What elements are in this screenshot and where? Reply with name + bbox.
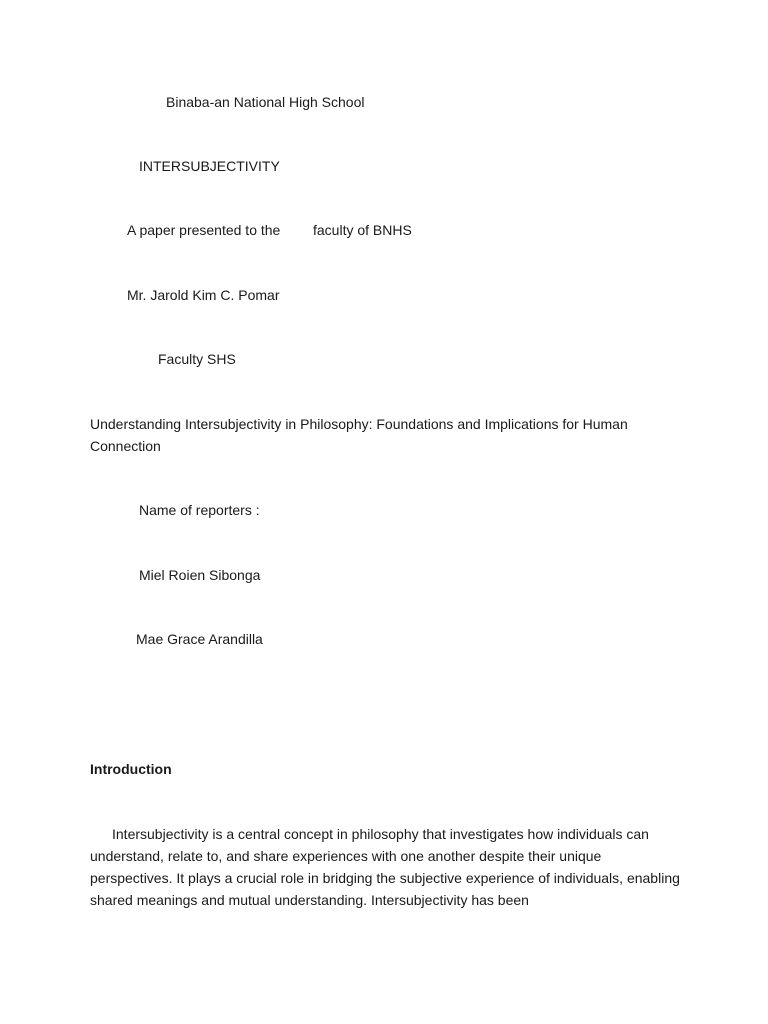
section-heading-introduction: Introduction xyxy=(90,761,172,777)
presented-to-faculty-text: faculty of BNHS xyxy=(313,222,412,238)
paper-heading: INTERSUBJECTIVITY xyxy=(139,158,280,174)
reporter-name: Miel Roien Sibonga xyxy=(139,567,261,583)
teacher-name: Mr. Jarold Kim C. Pomar xyxy=(127,287,280,303)
reporter-name: Mae Grace Arandilla xyxy=(136,631,263,647)
intro-paragraph xyxy=(90,823,682,911)
paper-title: Understanding Intersubjectivity in Philosophy: Foundations and Implications for Human Connection xyxy=(90,416,628,454)
school-name: Binaba-an National High School xyxy=(166,94,365,110)
reporters-label: Name of reporters : xyxy=(139,502,260,518)
presented-to-text: A paper presented to the xyxy=(127,222,281,238)
teacher-role: Faculty SHS xyxy=(158,351,236,367)
intro-paragraph-text: Intersubjectivity is a central concept in philosophy that investigates how individuals can understand, relate to, and share experiences with one another despite their unique perspectives. It plays a crucial role in bridging the subjective experience of individuals, enabling shared meanings and mutual understanding. Intersubjectivity has been xyxy=(90,826,680,908)
